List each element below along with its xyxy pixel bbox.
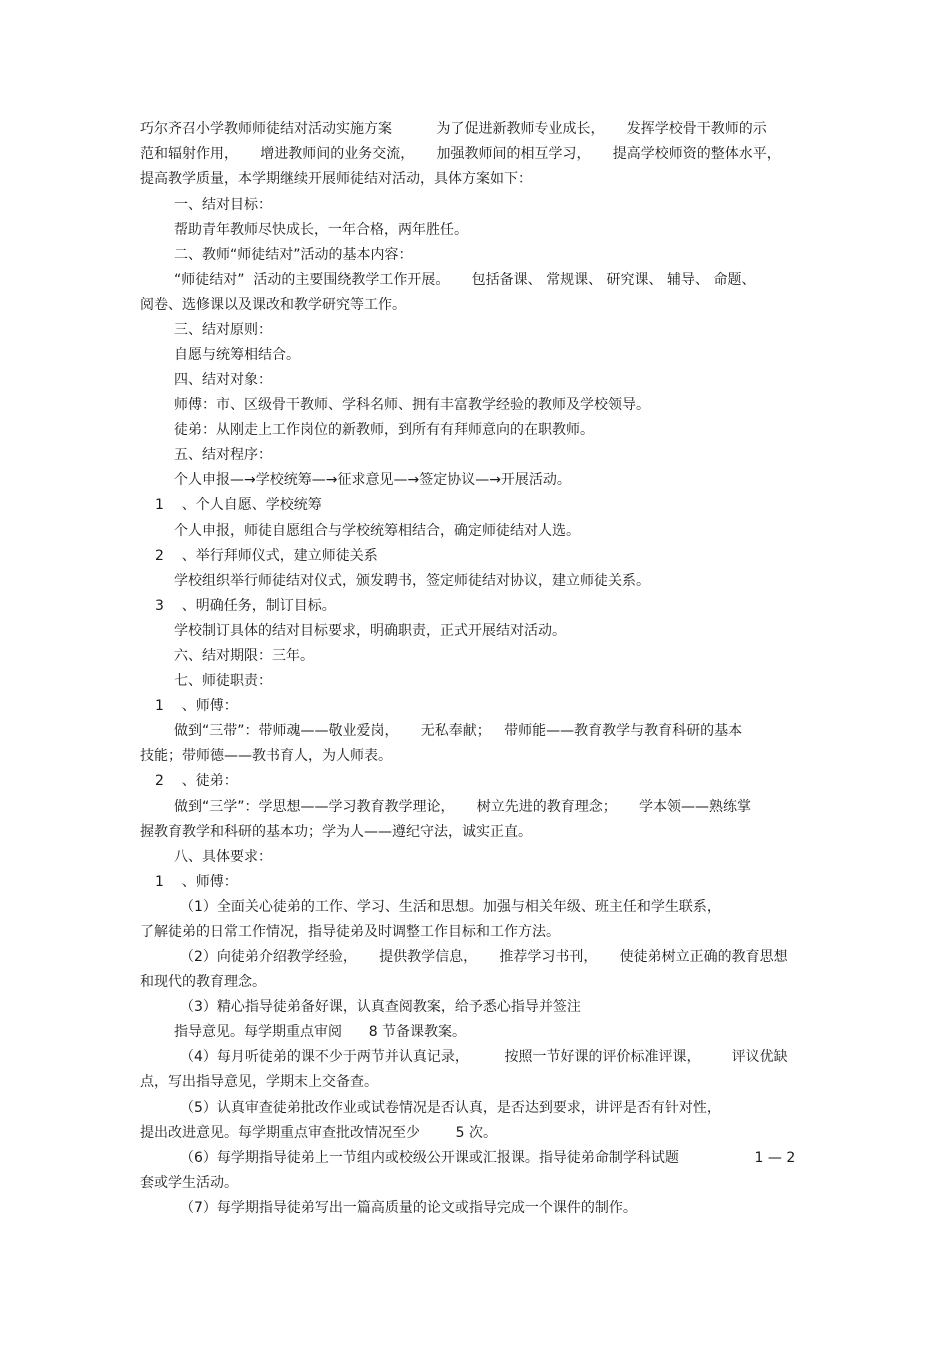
text-line: 做到“三带”：带师魂——敬业爱岗， 无私奉献； 带师能——教育教学与教育科研的基本	[174, 723, 743, 739]
text-line: （2）向徒弟介绍教学经验， 提供教学信息， 推荐学习书刊， 使徒弟树立正确的教育思想	[180, 949, 788, 965]
text-line: 点，写出指导意见，学期末上交备查。	[140, 1074, 378, 1090]
text-line: 学校制订具体的结对目标要求，明确职责，正式开展结对活动。	[174, 623, 566, 639]
text-line: 巧尔齐召小学教师师徒结对活动实施方案 为了促进新教师专业成长， 发挥学校骨干教师的示	[140, 121, 767, 137]
section-heading: 二、教师“师徒结对”活动的基本内容：	[174, 247, 413, 263]
text-line: 阅卷、选修课以及课改和教学研究等工作。	[140, 297, 406, 313]
text-line: 技能；带师德——教书育人，为人师表。	[140, 748, 392, 764]
text-line: （7）每学期指导徒弟写出一篇高质量的论文或指导完成一个课件的制作。	[180, 1200, 637, 1216]
numbered-item: 1 、个人自愿、学校统筹	[155, 497, 322, 513]
numbered-item: 1 、师傅：	[155, 874, 238, 890]
text-line: 徒弟：从刚走上工作岗位的新教师，到所有有拜师意向的在职教师。	[174, 422, 594, 438]
text-line: （4）每月听徒弟的课不少于两节并认真记录， 按照一节好课的评价标准评课， 评议优缺	[180, 1049, 788, 1065]
text-line: 个人申报—→学校统筹—→征求意见—→签定协议—→开展活动。	[174, 472, 571, 488]
section-heading: 五、结对程序：	[174, 447, 272, 463]
section-heading: 六、结对期限：三年。	[174, 648, 314, 664]
text-line: （1）全面关心徒弟的工作、学习、生活和思想。加强与相关年级、班主任和学生联系，	[180, 899, 721, 915]
text-line: 师傅：市、区级骨干教师、学科名师、拥有丰富教学经验的教师及学校领导。	[174, 397, 650, 413]
text-line: 提出改进意见。每学期重点审查批改情况至少 5 次。	[140, 1125, 497, 1141]
numbered-item: 3 、明确任务，制订目标。	[155, 598, 336, 614]
text-line: 帮助青年教师尽快成长，一年合格，两年胜任。	[174, 222, 468, 238]
text-line: 和现代的教育理念。	[140, 974, 266, 990]
section-heading: 八、具体要求：	[174, 849, 272, 865]
section-heading: 三、结对原则：	[174, 322, 272, 338]
text-line: 个人申报，师徒自愿组合与学校统筹相结合，确定师徒结对人选。	[174, 523, 580, 539]
text-line: 做到“三学”：学思想——学习教育教学理论， 树立先进的教育理念； 学本领——熟练掌	[174, 799, 752, 815]
text-line: 指导意见。每学期重点审阅 8 节备课教案。	[174, 1024, 467, 1040]
text-line: （5）认真审查徒弟批改作业或试卷情况是否认真，是否达到要求，讲评是否有针对性，	[180, 1100, 721, 1116]
section-heading: 一、结对目标：	[174, 197, 272, 213]
text-line: 范和辐射作用， 增进教师间的业务交流， 加强教师间的相互学习， 提高学校师资的整体水平，	[140, 146, 781, 162]
text-line: （6）每学期指导徒弟上一节组内或校级公开课或汇报课。指导徒弟命制学科试题 1 — 2	[180, 1150, 796, 1166]
text-line: 自愿与统筹相结合。	[174, 347, 300, 363]
text-line: 套或学生活动。	[140, 1175, 238, 1191]
text-line: （3）精心指导徒弟备好课，认真查阅教案，给予悉心指导并签注	[180, 999, 581, 1015]
text-line: 提高教学质量，本学期继续开展师徒结对活动，具体方案如下：	[140, 171, 532, 187]
numbered-item: 2 、举行拜师仪式，建立师徒关系	[155, 548, 378, 564]
text-line: 学校组织举行师徒结对仪式，颁发聘书，签定师徒结对协议，建立师徒关系。	[174, 573, 650, 589]
numbered-item: 2 、徒弟：	[155, 773, 238, 789]
section-heading: 四、结对对象：	[174, 372, 272, 388]
numbered-item: 1 、师傅：	[155, 698, 238, 714]
text-line: “师徒结对” 活动的主要围绕教学工作开展。 包括备课、 常规课、 研究课、 辅导、 命题、	[174, 272, 756, 288]
section-heading: 七、师徒职责：	[174, 673, 272, 689]
text-line: 握教育教学和科研的基本功；学为人——遵纪守法，诚实正直。	[140, 824, 532, 840]
text-line: 了解徒弟的日常工作情况，指导徒弟及时调整工作目标和工作方法。	[140, 924, 560, 940]
